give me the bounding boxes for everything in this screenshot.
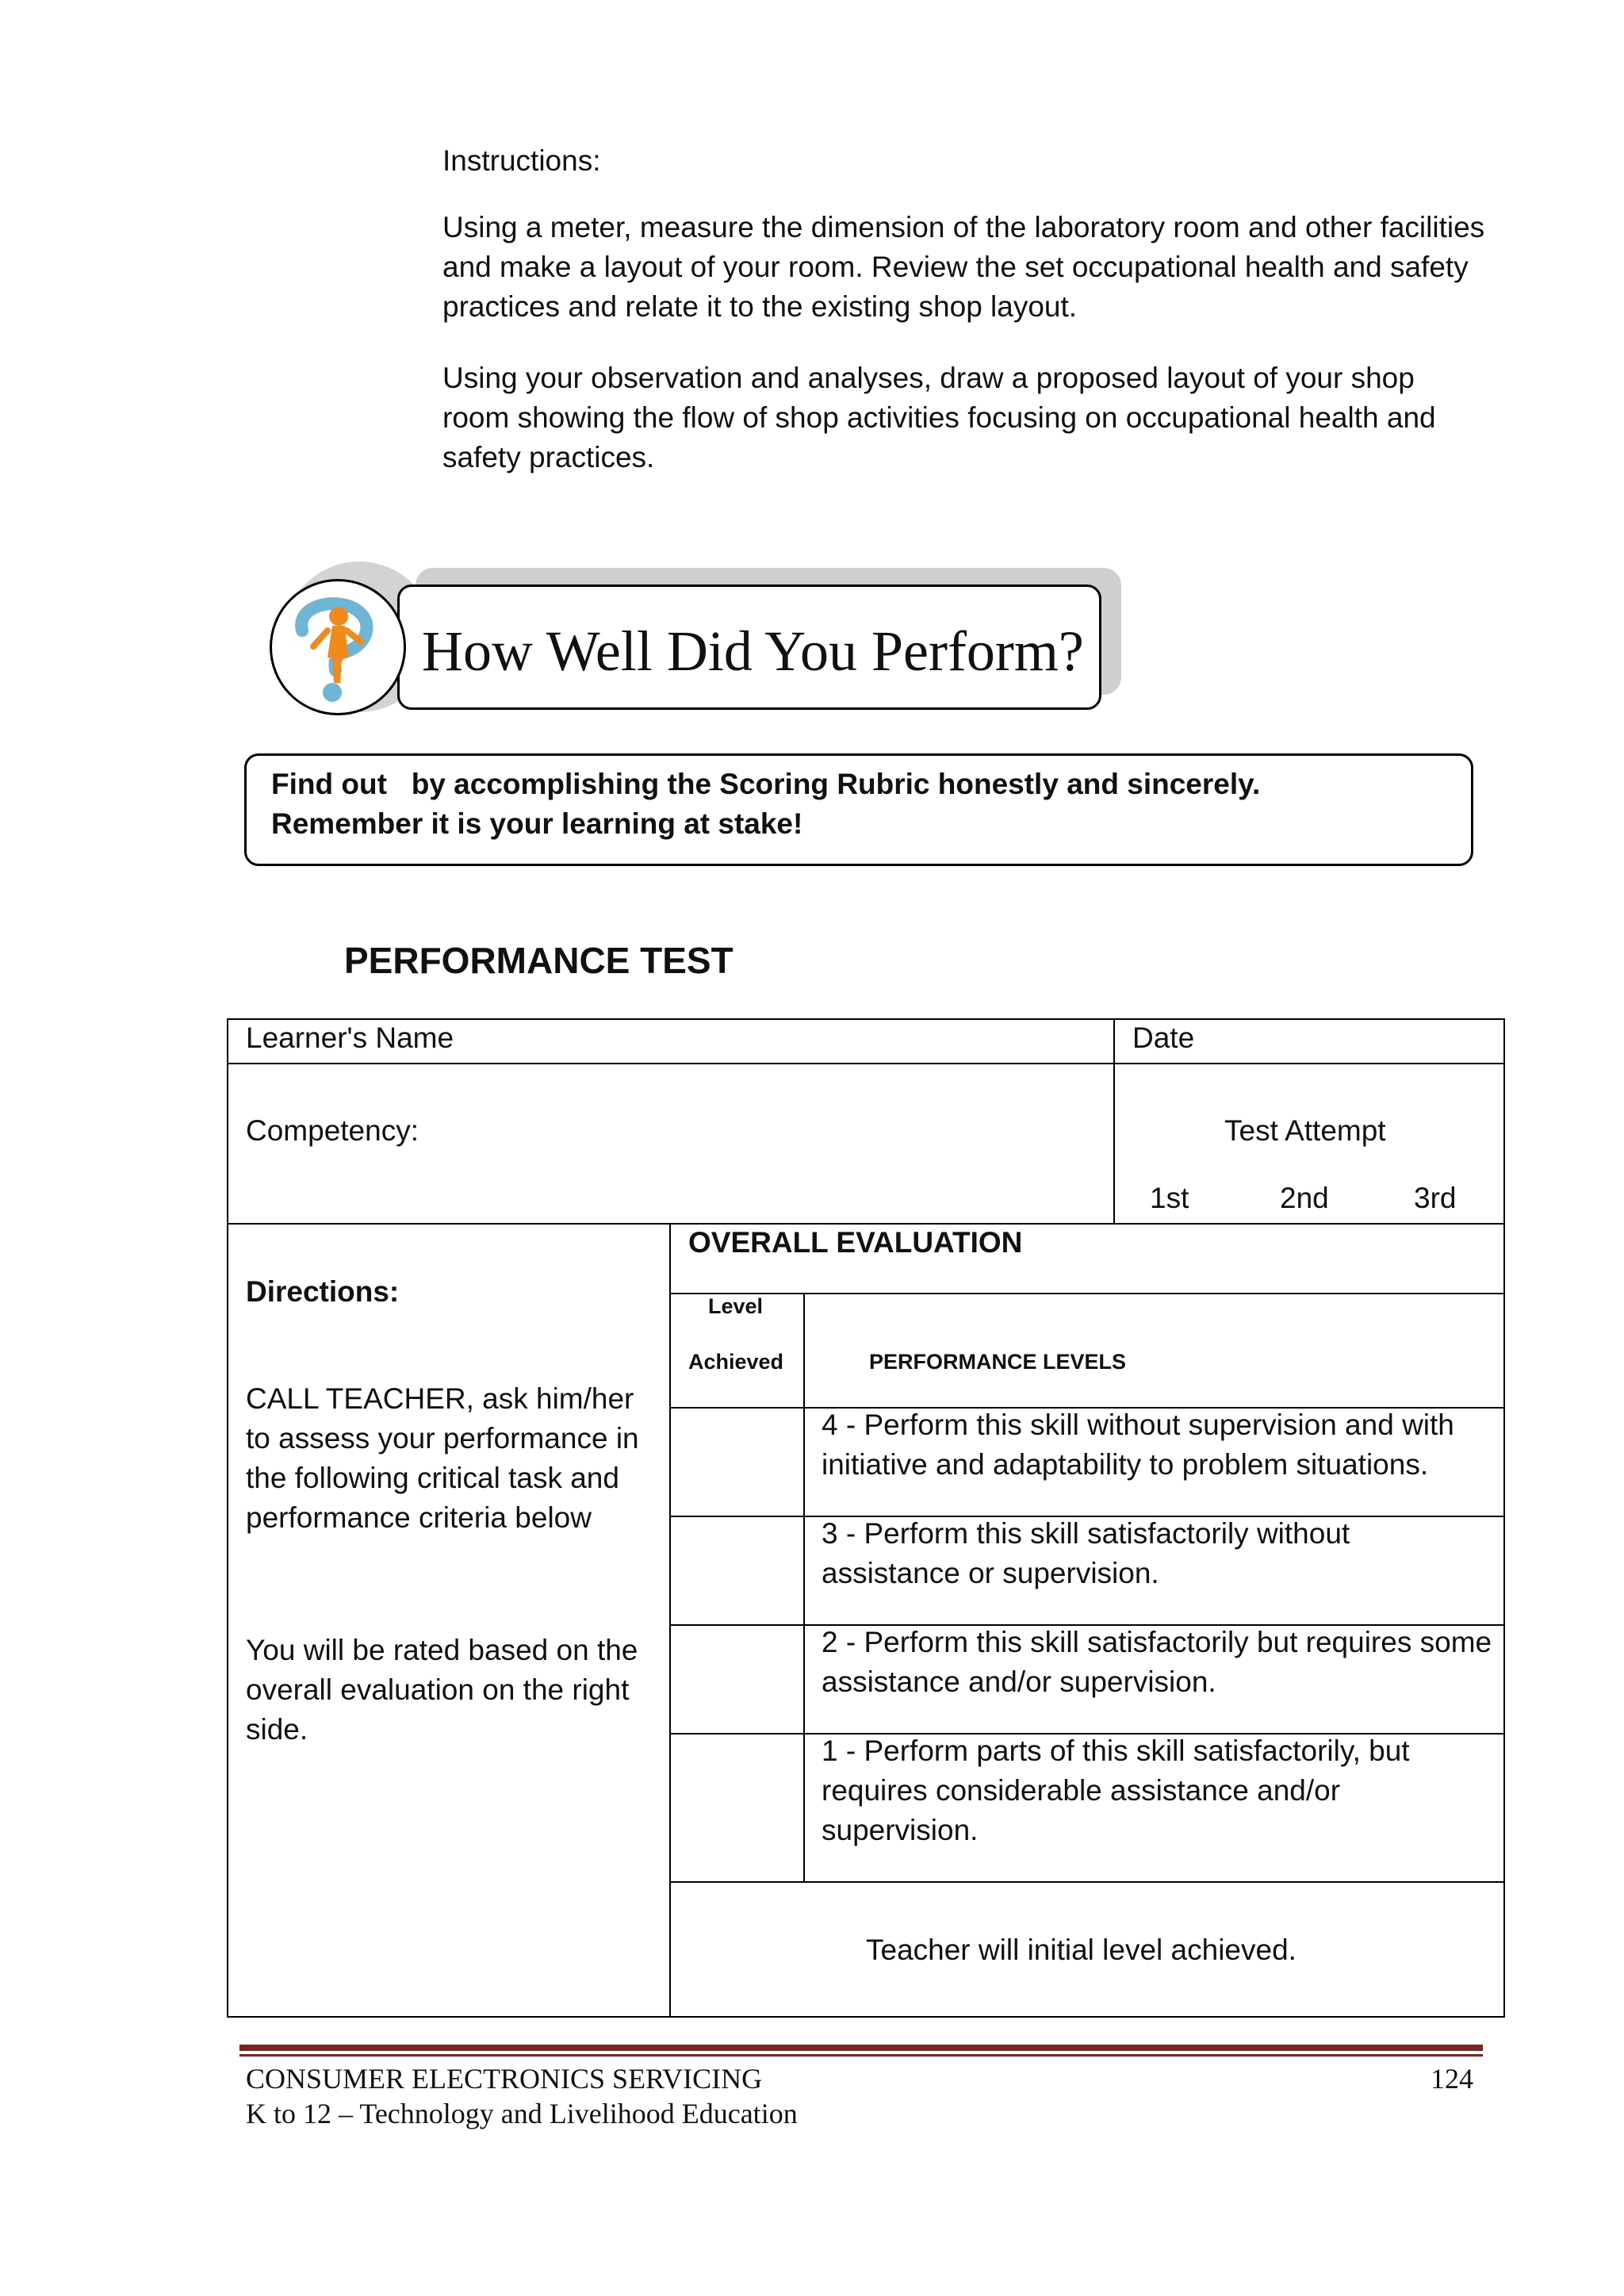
performance-levels-label: PERFORMANCE LEVELS bbox=[869, 1350, 1127, 1374]
question-mark-figure-icon bbox=[270, 579, 406, 715]
performance-test-title: PERFORMANCE TEST bbox=[344, 940, 733, 981]
instructions-paragraph-2: Using your observation and analyses, draw a proposed layout of your shop room showing the flow of shop activities focusing on occupational health and safety practices. bbox=[442, 362, 1436, 473]
footer-subtitle: K to 12 – Technology and Livelihood Education bbox=[246, 2098, 798, 2129]
attempt-3rd: 3rd bbox=[1414, 1182, 1457, 1214]
table-line bbox=[669, 1881, 1505, 1883]
footer-rule bbox=[239, 2045, 1483, 2051]
question-mark-figure-svg bbox=[272, 581, 404, 713]
overall-evaluation-label: OVERALL EVALUATION bbox=[688, 1226, 1023, 1259]
level-3-description: 3 - Perform this skill satisfactorily without assistance or supervision. bbox=[822, 1517, 1350, 1589]
footer-rule-thin bbox=[239, 2054, 1483, 2056]
banner-title: How Well Did You Perform? bbox=[422, 619, 1084, 683]
level-1-description: 1 - Perform parts of this skill satisfactorily, but requires considerable assistance and/or supervision. bbox=[822, 1734, 1410, 1846]
findout-line-2: Remember it is your learning at stake! bbox=[271, 807, 803, 840]
attempt-2nd: 2nd bbox=[1280, 1182, 1329, 1214]
table-line bbox=[227, 1018, 228, 2018]
teacher-note: Teacher will initial level achieved. bbox=[866, 1934, 1297, 1966]
table-line bbox=[669, 1293, 1505, 1294]
instructions-heading: Instructions: bbox=[442, 144, 601, 177]
page-number: 124 bbox=[1431, 2063, 1473, 2095]
table-line bbox=[1503, 1018, 1505, 2018]
footer-course-title: CONSUMER ELECTRONICS SERVICING bbox=[246, 2063, 763, 2095]
competency-label: Competency: bbox=[246, 1114, 419, 1147]
date-label: Date bbox=[1132, 1022, 1195, 1054]
level-2-description: 2 - Perform this skill satisfactorily but requires some assistance and/or supervision. bbox=[822, 1626, 1492, 1698]
level-label: Level bbox=[708, 1294, 764, 1318]
table-line bbox=[227, 1063, 1505, 1064]
table-line bbox=[1113, 1018, 1115, 1225]
directions-text-1: CALL TEACHER, ask him/her to assess your performance in the following critical task and performance criteria below bbox=[246, 1382, 639, 1534]
level-4-description: 4 - Perform this skill without supervision and with initiative and adaptability to problem situations. bbox=[822, 1409, 1454, 1481]
directions-text-2: You will be rated based on the overall evaluation on the right side. bbox=[246, 1634, 638, 1746]
test-attempt-label: Test Attempt bbox=[1224, 1114, 1386, 1147]
table-line bbox=[227, 2016, 1505, 2018]
instructions-paragraph-1: Using a meter, measure the dimension of the laboratory room and other facilities and make a layout of your room. Review the set occupational health and safety practices and relate it to the existing shop layout. bbox=[442, 211, 1485, 323]
achieved-label: Achieved bbox=[688, 1350, 784, 1374]
directions-label: Directions: bbox=[246, 1275, 400, 1308]
attempt-1st: 1st bbox=[1150, 1182, 1189, 1214]
learner-name-label: Learner's Name bbox=[246, 1022, 454, 1054]
table-line bbox=[803, 1293, 805, 1882]
table-line bbox=[669, 1223, 671, 2018]
findout-line-1: Find out by accomplishing the Scoring Rubric honestly and sincerely. bbox=[271, 768, 1261, 800]
